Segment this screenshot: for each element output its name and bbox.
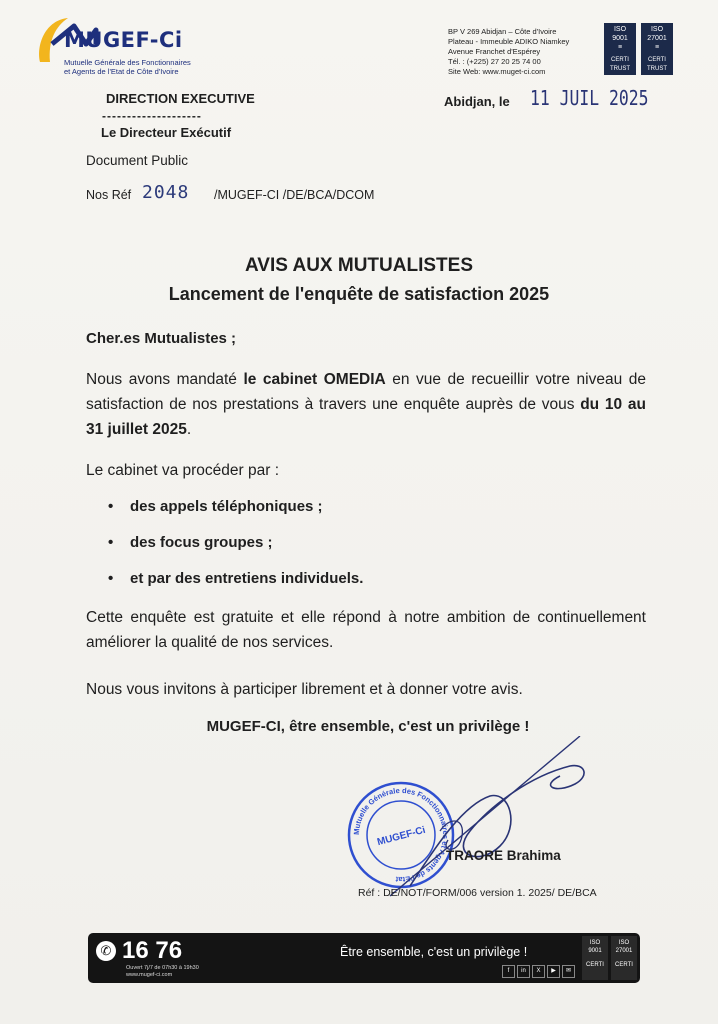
logo-subtitle — [64, 58, 264, 76]
iso-number: 27001 — [615, 948, 633, 954]
iso-9001-badge — [604, 23, 636, 75]
certi-label: CERTI — [615, 962, 633, 968]
motto: MUGEF-CI, être ensemble, c'est un privilège ! — [206, 718, 530, 735]
website-line: www.mugef-ci.com — [126, 972, 173, 978]
signature-icon — [370, 736, 620, 906]
footer-slogan: Être ensemble, c'est un privilège ! — [340, 945, 528, 959]
ref-prefix: Nos Réf — [86, 188, 132, 202]
stamp-center-text: MUGEF-Ci — [376, 824, 427, 849]
trust-label: TRUST — [610, 66, 630, 72]
method-list — [108, 497, 363, 605]
footer-iso-9001-badge — [582, 936, 608, 980]
ref-number-stamp: 2048 — [142, 182, 190, 203]
bullet-icon: • — [108, 534, 114, 551]
list-item — [108, 533, 363, 569]
dashes-divider: -------------------- — [102, 109, 202, 123]
address-line: Tél. : (+225) 27 20 25 74 00 — [448, 57, 541, 66]
directeur-label: Le Directeur Exécutif — [101, 125, 232, 140]
direction-label: DIRECTION EXECUTIVE — [106, 91, 255, 106]
text-run-bold: le cabinet OMEDIA — [243, 371, 386, 388]
iso-27001-badge — [641, 23, 673, 75]
mail-icon: ✉ — [562, 965, 575, 978]
logo-wordmark: MUGEF-Ci — [64, 28, 183, 52]
list-item-text: et par des entretiens individuels. — [130, 570, 364, 587]
hotline-hours — [126, 965, 199, 979]
bullet-icon: • — [108, 498, 114, 515]
document-type: Document Public — [86, 153, 189, 168]
address-line: Avenue Franchet d'Espérey — [448, 47, 541, 56]
x-icon: X — [532, 965, 545, 978]
certi-label: CERTI — [648, 57, 666, 63]
list-item — [108, 569, 363, 605]
text-run: . — [186, 421, 192, 438]
address-block — [448, 27, 598, 77]
salutation: Cher.es Mutualistes ; — [86, 330, 237, 347]
hotline-number: 16 76 — [122, 937, 183, 964]
text-run: Nous avons mandaté — [86, 371, 244, 388]
iso-number: 27001 — [647, 35, 667, 42]
page-title: AVIS AUX MUTUALISTES — [244, 255, 473, 276]
list-item-text: des focus groupes ; — [130, 534, 273, 551]
certi-label: CERTI — [586, 962, 604, 968]
paragraph-mandate — [86, 367, 646, 442]
phone-icon: ✆ — [96, 941, 116, 961]
iso-separator: ≡ — [617, 44, 623, 51]
social-icons — [502, 965, 575, 978]
iso-label: ISO — [618, 940, 630, 946]
iso-number: 9001 — [588, 948, 602, 954]
text-run: en vue de recueillir votre niveau de satisfaction de nos prestations à travers une enquête auprès de vous — [86, 371, 647, 413]
iso-label: ISO — [650, 26, 664, 33]
iso-label: ISO — [613, 26, 627, 33]
page-subtitle: Lancement de l'enquête de satisfaction 2025 — [168, 284, 550, 304]
paragraph-free: Cette enquête est gratuite et elle répond à notre ambition de continuellement améliorer la qualité de nos services. — [86, 609, 646, 651]
text-run-bold: du 10 au 31 juillet 2025 — [86, 396, 646, 438]
iso-label: ISO — [589, 940, 601, 946]
signer-name: TRAORE Brahima — [446, 848, 561, 863]
list-item-text: des appels téléphoniques ; — [130, 498, 323, 515]
ref-path: /MUGEF-CI /DE/BCA/DCOM — [214, 188, 375, 202]
linkedin-icon: in — [517, 965, 530, 978]
address-line: Site Web: www.muget-ci.com — [448, 67, 546, 76]
certi-label: CERTI — [611, 57, 629, 63]
date-label: Abidjan, le — [444, 94, 510, 109]
iso-number: 9001 — [612, 35, 628, 42]
address-line: BP V 269 Abidjan – Côte d'Ivoire — [448, 27, 557, 36]
youtube-icon: ▶ — [547, 965, 560, 978]
stamp-ring-text: Mutuelle Générale des Fonctionnaires et Agents de l'Etat — [351, 785, 451, 885]
bullet-icon: • — [108, 570, 114, 587]
iso-separator: ≡ — [654, 44, 660, 51]
list-item — [108, 497, 363, 533]
footer-banner — [88, 933, 640, 983]
paragraph-invite: Nous vous invitons à participer librement et à donner votre avis. — [86, 681, 523, 698]
form-reference: Réf : DE/NOT/FORM/006 version 1. 2025/ DE/BCA — [358, 887, 597, 899]
logo-subtitle-line-2: et Agents de l'Etat de Côte d'Ivoire — [64, 67, 179, 76]
logo-subtitle-line-1: Mutuelle Générale des Fonctionnaires — [64, 58, 191, 67]
facebook-icon: f — [502, 965, 515, 978]
address-line: Plateau - Immeuble ADIKO Niamkey — [448, 37, 570, 46]
footer-iso-27001-badge — [611, 936, 637, 980]
paragraph-method: Le cabinet va procéder par : — [86, 462, 280, 479]
trust-label: TRUST — [647, 66, 667, 72]
date-stamp: 11 JUIL 2025 — [530, 86, 649, 110]
hours-line: Ouvert 7j/7 de 07h30 à 19h30 — [126, 965, 199, 971]
